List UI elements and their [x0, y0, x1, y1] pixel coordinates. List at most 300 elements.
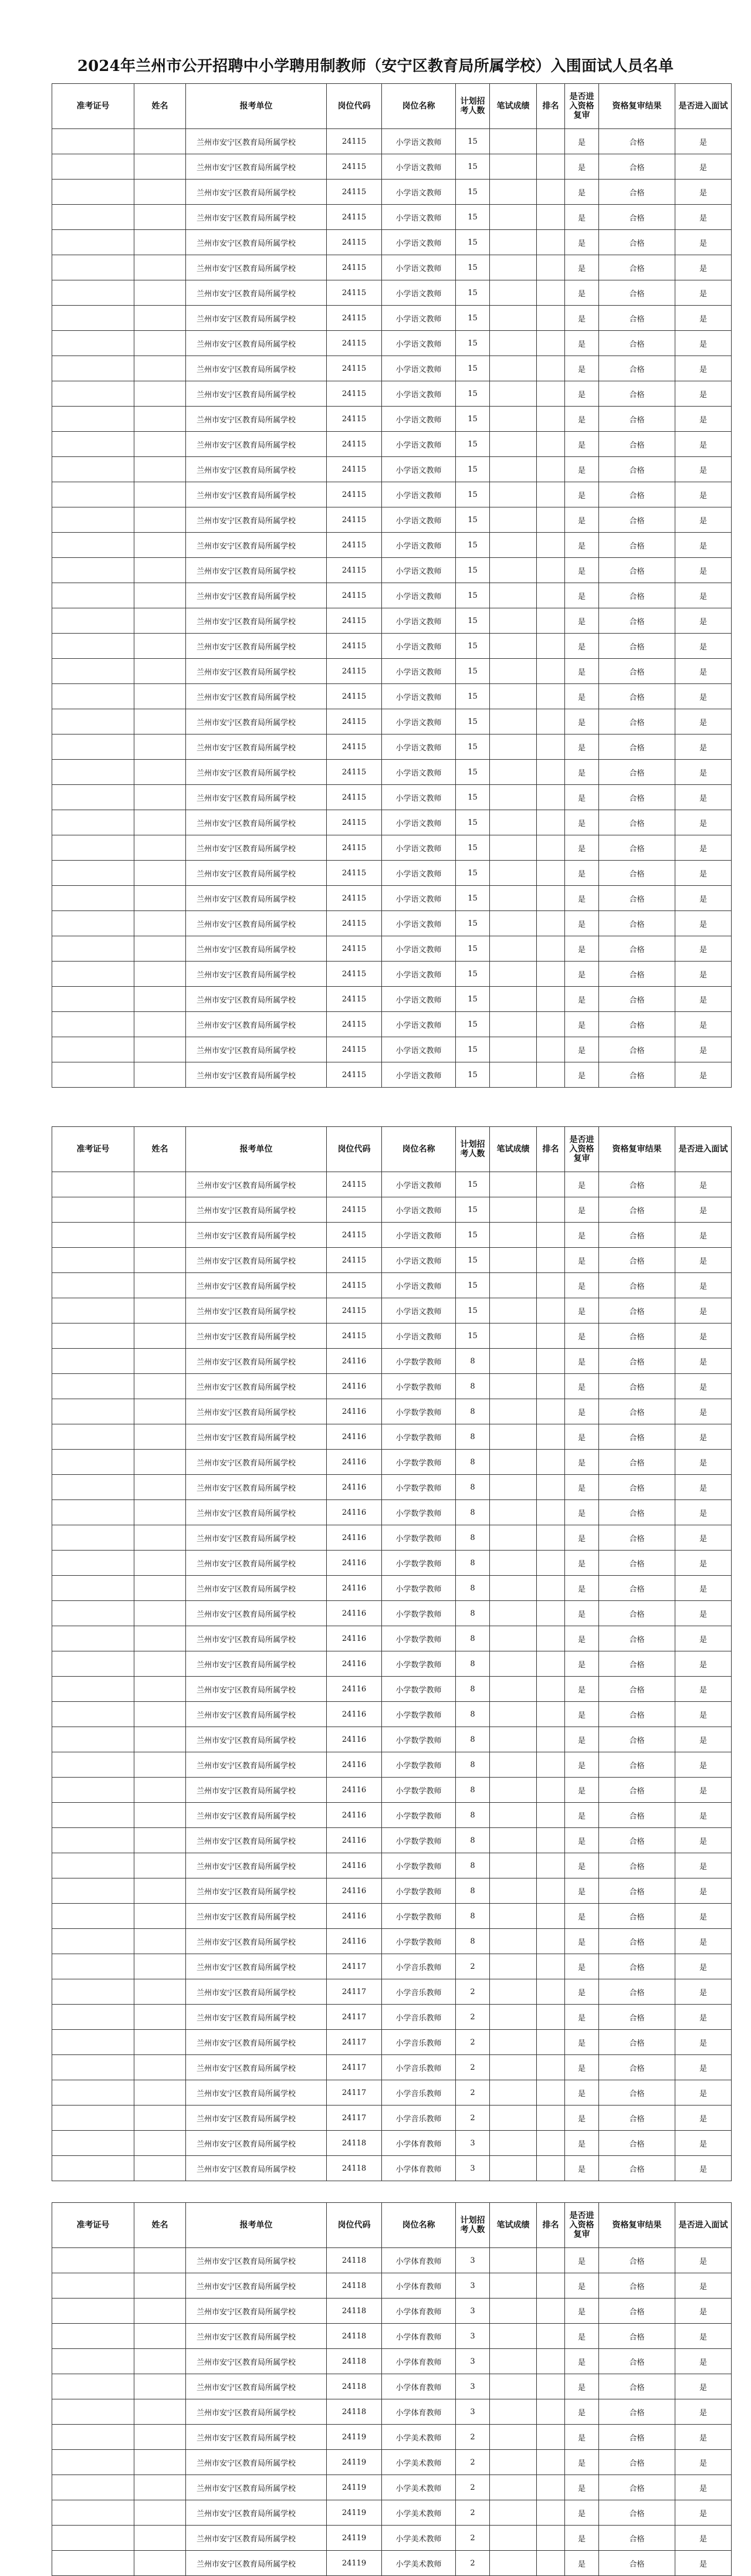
cell-planned: 2: [456, 2500, 490, 2526]
cell-unit: 兰州市安宁区教育局所属学校: [186, 1929, 327, 1954]
cell-id: [52, 936, 134, 962]
cell-interview: 是: [675, 2273, 732, 2299]
cell-qual-result: 合格: [599, 2349, 675, 2374]
cell-name: [134, 1197, 186, 1223]
cell-planned: 15: [456, 507, 490, 533]
table-row: [52, 1273, 732, 1298]
cell-qual-result: 合格: [599, 1551, 675, 1576]
cell-position: 小学美术教师: [382, 2526, 456, 2551]
cell-qual-result: 合格: [599, 255, 675, 280]
table-row: [52, 684, 732, 709]
cell-name: [134, 154, 186, 180]
cell-planned: 8: [456, 1349, 490, 1374]
cell-position: 小学数学教师: [382, 1374, 456, 1399]
cell-interview: 是: [675, 507, 732, 533]
cell-unit: 兰州市安宁区教育局所属学校: [186, 2450, 327, 2475]
cell-qual-result: 合格: [599, 1778, 675, 1803]
cell-id: [52, 2156, 134, 2181]
cell-unit: 兰州市安宁区教育局所属学校: [186, 2374, 327, 2399]
cell-interview: 是: [675, 810, 732, 835]
cell-qual-review: 是: [565, 760, 599, 785]
table-row: [52, 1012, 732, 1037]
cell-unit: 兰州市安宁区教育局所属学校: [186, 861, 327, 886]
cell-name: [134, 180, 186, 205]
table-row: [52, 1803, 732, 1828]
cell-unit: 兰州市安宁区教育局所属学校: [186, 1273, 327, 1298]
cell-name: [134, 129, 186, 154]
cell-interview: 是: [675, 1752, 732, 1778]
table-row: [52, 886, 732, 911]
cell-interview: 是: [675, 1424, 732, 1450]
cell-score: [490, 306, 537, 331]
cell-score: [490, 1651, 537, 1677]
cell-code: 24116: [327, 1424, 382, 1450]
table-row: [52, 205, 732, 230]
cell-unit: 兰州市安宁区教育局所属学校: [186, 381, 327, 407]
header-score: 笔试成绩: [490, 2203, 537, 2248]
cell-planned: 3: [456, 2349, 490, 2374]
cell-name: [134, 634, 186, 659]
cell-code: 24115: [327, 533, 382, 558]
cell-interview: 是: [675, 1803, 732, 1828]
cell-planned: 15: [456, 659, 490, 684]
cell-planned: 8: [456, 1702, 490, 1727]
cell-position: 小学语文教师: [382, 205, 456, 230]
cell-code: 24119: [327, 2475, 382, 2500]
cell-interview: 是: [675, 2374, 732, 2399]
cell-id: [52, 1500, 134, 1525]
cell-position: 小学语文教师: [382, 634, 456, 659]
cell-position: 小学语文教师: [382, 533, 456, 558]
cell-rank: [537, 659, 565, 684]
cell-qual-review: 是: [565, 129, 599, 154]
cell-unit: 兰州市安宁区教育局所属学校: [186, 1424, 327, 1450]
header-planned: 计划招考人数: [456, 2203, 490, 2248]
cell-interview: 是: [675, 2475, 732, 2500]
cell-code: 24116: [327, 1399, 382, 1424]
cell-name: [134, 1904, 186, 1929]
cell-name: [134, 1323, 186, 1349]
cell-rank: [537, 2425, 565, 2450]
cell-name: [134, 2106, 186, 2131]
table-row: [52, 1323, 732, 1349]
cell-interview: 是: [675, 1601, 732, 1626]
cell-position: 小学体育教师: [382, 2374, 456, 2399]
table-row: [52, 760, 732, 785]
cell-unit: 兰州市安宁区教育局所属学校: [186, 558, 327, 583]
header-score: 笔试成绩: [490, 1127, 537, 1172]
cell-id: [52, 1525, 134, 1551]
cell-name: [134, 432, 186, 457]
cell-id: [52, 1929, 134, 1954]
cell-qual-result: 合格: [599, 1374, 675, 1399]
cell-score: [490, 861, 537, 886]
cell-rank: [537, 1551, 565, 1576]
cell-qual-result: 合格: [599, 1012, 675, 1037]
cell-name: [134, 507, 186, 533]
cell-rank: [537, 2156, 565, 2181]
table-row: [52, 306, 732, 331]
table-row: [52, 2106, 732, 2131]
cell-id: [52, 154, 134, 180]
cell-interview: 是: [675, 886, 732, 911]
cell-position: 小学数学教师: [382, 1601, 456, 1626]
cell-qual-result: 合格: [599, 2374, 675, 2399]
cell-code: 24116: [327, 1878, 382, 1904]
cell-qual-result: 合格: [599, 129, 675, 154]
cell-position: 小学语文教师: [382, 230, 456, 255]
cell-position: 小学数学教师: [382, 1475, 456, 1500]
cell-position: 小学音乐教师: [382, 2106, 456, 2131]
cell-id: [52, 1424, 134, 1450]
cell-interview: 是: [675, 835, 732, 861]
header-position: 岗位名称: [382, 2203, 456, 2248]
cell-qual-result: 合格: [599, 760, 675, 785]
cell-code: 24115: [327, 659, 382, 684]
cell-position: 小学语文教师: [382, 1172, 456, 1197]
table-row: [52, 2273, 732, 2299]
cell-unit: 兰州市安宁区教育局所属学校: [186, 356, 327, 381]
table-row: [52, 1248, 732, 1273]
table-row: [52, 1904, 732, 1929]
cell-qual-review: 是: [565, 1853, 599, 1878]
cell-id: [52, 1626, 134, 1651]
cell-rank: [537, 432, 565, 457]
cell-id: [52, 760, 134, 785]
cell-qual-result: 合格: [599, 1475, 675, 1500]
table-row: [52, 356, 732, 381]
cell-code: 24115: [327, 558, 382, 583]
cell-interview: 是: [675, 987, 732, 1012]
cell-qual-review: 是: [565, 533, 599, 558]
cell-position: 小学美术教师: [382, 2450, 456, 2475]
cell-qual-result: 合格: [599, 2299, 675, 2324]
table-row: [52, 2425, 732, 2450]
cell-rank: [537, 1727, 565, 1752]
cell-qual-result: 合格: [599, 835, 675, 861]
cell-unit: 兰州市安宁区教育局所属学校: [186, 2248, 327, 2273]
cell-rank: [537, 1374, 565, 1399]
cell-unit: 兰州市安宁区教育局所属学校: [186, 154, 327, 180]
cell-rank: [537, 1062, 565, 1088]
cell-planned: 8: [456, 1778, 490, 1803]
cell-interview: 是: [675, 659, 732, 684]
cell-planned: 2: [456, 2450, 490, 2475]
cell-id: [52, 558, 134, 583]
cell-planned: 15: [456, 734, 490, 760]
cell-position: 小学美术教师: [382, 2500, 456, 2526]
cell-position: 小学语文教师: [382, 936, 456, 962]
cell-name: [134, 785, 186, 810]
table-row: [52, 558, 732, 583]
cell-code: 24117: [327, 2005, 382, 2030]
cell-planned: 8: [456, 1878, 490, 1904]
table-row: [52, 180, 732, 205]
cell-qual-review: 是: [565, 1576, 599, 1601]
cell-qual-result: 合格: [599, 507, 675, 533]
cell-score: [490, 407, 537, 432]
cell-rank: [537, 1349, 565, 1374]
cell-unit: 兰州市安宁区教育局所属学校: [186, 1601, 327, 1626]
cell-score: [490, 2030, 537, 2055]
cell-position: 小学美术教师: [382, 2551, 456, 2576]
cell-id: [52, 457, 134, 482]
table-row: [52, 2475, 732, 2500]
cell-code: 24116: [327, 1803, 382, 1828]
cell-qual-review: 是: [565, 381, 599, 407]
cell-planned: 15: [456, 407, 490, 432]
table-section-3: [52, 2202, 728, 2576]
cell-qual-result: 合格: [599, 583, 675, 608]
cell-code: 24119: [327, 2526, 382, 2551]
cell-qual-result: 合格: [599, 962, 675, 987]
table-row: [52, 381, 732, 407]
cell-qual-review: 是: [565, 2131, 599, 2156]
cell-qual-result: 合格: [599, 1037, 675, 1062]
cell-name: [134, 1475, 186, 1500]
header-name: 姓名: [134, 1127, 186, 1172]
cell-position: 小学语文教师: [382, 558, 456, 583]
cell-qual-result: 合格: [599, 1500, 675, 1525]
cell-interview: 是: [675, 407, 732, 432]
cell-qual-result: 合格: [599, 2475, 675, 2500]
cell-unit: 兰州市安宁区教育局所属学校: [186, 886, 327, 911]
cell-interview: 是: [675, 1349, 732, 1374]
cell-score: [490, 1349, 537, 1374]
cell-score: [490, 482, 537, 507]
table-row: [52, 987, 732, 1012]
cell-rank: [537, 2551, 565, 2576]
cell-qual-review: 是: [565, 2526, 599, 2551]
cell-position: 小学音乐教师: [382, 2030, 456, 2055]
cell-position: 小学语文教师: [382, 608, 456, 634]
cell-id: [52, 911, 134, 936]
cell-position: 小学数学教师: [382, 1450, 456, 1475]
cell-qual-result: 合格: [599, 1677, 675, 1702]
cell-name: [134, 1752, 186, 1778]
cell-id: [52, 1954, 134, 1979]
cell-score: [490, 1677, 537, 1702]
cell-score: [490, 1525, 537, 1551]
cell-planned: 15: [456, 381, 490, 407]
cell-id: [52, 785, 134, 810]
cell-qual-review: 是: [565, 2349, 599, 2374]
header-id: 准考证号: [52, 2203, 134, 2248]
cell-unit: 兰州市安宁区教育局所属学校: [186, 810, 327, 835]
cell-rank: [537, 608, 565, 634]
cell-qual-review: 是: [565, 2248, 599, 2273]
cell-code: 24115: [327, 154, 382, 180]
cell-score: [490, 432, 537, 457]
cell-id: [52, 2425, 134, 2450]
cell-rank: [537, 2399, 565, 2425]
cell-unit: 兰州市安宁区教育局所属学校: [186, 2080, 327, 2106]
cell-name: [134, 760, 186, 785]
cell-planned: 8: [456, 1601, 490, 1626]
table-row: [52, 432, 732, 457]
cell-code: 24115: [327, 608, 382, 634]
cell-name: [134, 911, 186, 936]
cell-interview: 是: [675, 331, 732, 356]
cell-interview: 是: [675, 634, 732, 659]
cell-score: [490, 1172, 537, 1197]
cell-qual-review: 是: [565, 734, 599, 760]
table-row: [52, 129, 732, 154]
cell-score: [490, 2273, 537, 2299]
cell-interview: 是: [675, 1248, 732, 1273]
cell-position: 小学语文教师: [382, 1062, 456, 1088]
cell-planned: 15: [456, 684, 490, 709]
cell-qual-result: 合格: [599, 1803, 675, 1828]
cell-score: [490, 2248, 537, 2273]
cell-planned: 15: [456, 1223, 490, 1248]
cell-qual-result: 合格: [599, 1062, 675, 1088]
cell-qual-result: 合格: [599, 280, 675, 306]
cell-interview: 是: [675, 684, 732, 709]
cell-name: [134, 482, 186, 507]
cell-qual-review: 是: [565, 457, 599, 482]
cell-qual-result: 合格: [599, 2106, 675, 2131]
cell-qual-result: 合格: [599, 180, 675, 205]
cell-planned: 15: [456, 154, 490, 180]
cell-score: [490, 2055, 537, 2080]
cell-position: 小学语文教师: [382, 785, 456, 810]
cell-id: [52, 129, 134, 154]
cell-name: [134, 810, 186, 835]
cell-position: 小学语文教师: [382, 507, 456, 533]
cell-unit: 兰州市安宁区教育局所属学校: [186, 2551, 327, 2576]
cell-id: [52, 331, 134, 356]
cell-rank: [537, 1197, 565, 1223]
cell-position: 小学数学教师: [382, 1399, 456, 1424]
cell-position: 小学语文教师: [382, 180, 456, 205]
cell-qual-review: 是: [565, 634, 599, 659]
cell-score: [490, 734, 537, 760]
table-row: [52, 2131, 732, 2156]
cell-planned: 8: [456, 1677, 490, 1702]
cell-id: [52, 634, 134, 659]
cell-interview: 是: [675, 280, 732, 306]
cell-rank: [537, 734, 565, 760]
cell-qual-result: 合格: [599, 1450, 675, 1475]
cell-name: [134, 1062, 186, 1088]
cell-id: [52, 2273, 134, 2299]
cell-position: 小学体育教师: [382, 2131, 456, 2156]
cell-qual-review: 是: [565, 2324, 599, 2349]
cell-interview: 是: [675, 432, 732, 457]
header-position: 岗位名称: [382, 1127, 456, 1172]
cell-rank: [537, 1248, 565, 1273]
cell-qual-result: 合格: [599, 2005, 675, 2030]
cell-id: [52, 482, 134, 507]
cell-score: [490, 1702, 537, 1727]
cell-position: 小学数学教师: [382, 1424, 456, 1450]
cell-rank: [537, 1576, 565, 1601]
cell-score: [490, 1374, 537, 1399]
cell-interview: 是: [675, 558, 732, 583]
cell-qual-review: 是: [565, 1298, 599, 1323]
table-row: [52, 608, 732, 634]
cell-interview: 是: [675, 1323, 732, 1349]
cell-qual-review: 是: [565, 1349, 599, 1374]
cell-unit: 兰州市安宁区教育局所属学校: [186, 2055, 327, 2080]
cell-planned: 8: [456, 1551, 490, 1576]
cell-interview: 是: [675, 1929, 732, 1954]
cell-qual-review: 是: [565, 230, 599, 255]
cell-id: [52, 1576, 134, 1601]
cell-position: 小学语文教师: [382, 407, 456, 432]
cell-rank: [537, 911, 565, 936]
cell-planned: 2: [456, 2055, 490, 2080]
cell-planned: 15: [456, 280, 490, 306]
cell-id: [52, 230, 134, 255]
cell-qual-review: 是: [565, 2080, 599, 2106]
cell-score: [490, 2106, 537, 2131]
cell-id: [52, 659, 134, 684]
cell-unit: 兰州市安宁区教育局所属学校: [186, 1853, 327, 1878]
cell-planned: 15: [456, 911, 490, 936]
cell-code: 24115: [327, 381, 382, 407]
cell-rank: [537, 230, 565, 255]
cell-position: 小学体育教师: [382, 2399, 456, 2425]
cell-score: [490, 785, 537, 810]
cell-unit: 兰州市安宁区教育局所属学校: [186, 306, 327, 331]
page-title: 2024年兰州市公开招聘中小学聘用制教师（安宁区教育局所属学校）入围面试人员名单: [77, 57, 674, 75]
cell-qual-review: 是: [565, 1525, 599, 1551]
cell-qual-review: 是: [565, 1248, 599, 1273]
cell-qual-review: 是: [565, 2374, 599, 2399]
cell-name: [134, 684, 186, 709]
cell-id: [52, 2475, 134, 2500]
header-interview: 是否进入面试: [675, 1127, 732, 1172]
cell-qual-review: 是: [565, 2299, 599, 2324]
cell-qual-result: 合格: [599, 1576, 675, 1601]
cell-score: [490, 1551, 537, 1576]
table-row: [52, 1979, 732, 2005]
cell-name: [134, 1525, 186, 1551]
cell-unit: 兰州市安宁区教育局所属学校: [186, 1223, 327, 1248]
cell-name: [134, 2425, 186, 2450]
cell-planned: 2: [456, 2526, 490, 2551]
cell-id: [52, 2131, 134, 2156]
table-row: [52, 2080, 732, 2106]
cell-planned: 15: [456, 608, 490, 634]
cell-planned: 2: [456, 2551, 490, 2576]
cell-unit: 兰州市安宁区教育局所属学校: [186, 734, 327, 760]
cell-position: 小学数学教师: [382, 1525, 456, 1551]
cell-code: 24115: [327, 987, 382, 1012]
cell-score: [490, 1803, 537, 1828]
cell-name: [134, 1803, 186, 1828]
cell-unit: 兰州市安宁区教育局所属学校: [186, 2030, 327, 2055]
table-row: [52, 1677, 732, 1702]
cell-score: [490, 1853, 537, 1878]
table-row: [52, 709, 732, 734]
cell-qual-result: 合格: [599, 2551, 675, 2576]
cell-qual-review: 是: [565, 2106, 599, 2131]
cell-unit: 兰州市安宁区教育局所属学校: [186, 129, 327, 154]
cell-position: 小学数学教师: [382, 1727, 456, 1752]
cell-id: [52, 205, 134, 230]
cell-planned: 15: [456, 835, 490, 861]
header-position: 岗位名称: [382, 84, 456, 129]
header-qual-review: 是否进入资格复审: [565, 2203, 599, 2248]
cell-score: [490, 2324, 537, 2349]
cell-interview: 是: [675, 154, 732, 180]
cell-id: [52, 1037, 134, 1062]
cell-name: [134, 2080, 186, 2106]
cell-id: [52, 1803, 134, 1828]
